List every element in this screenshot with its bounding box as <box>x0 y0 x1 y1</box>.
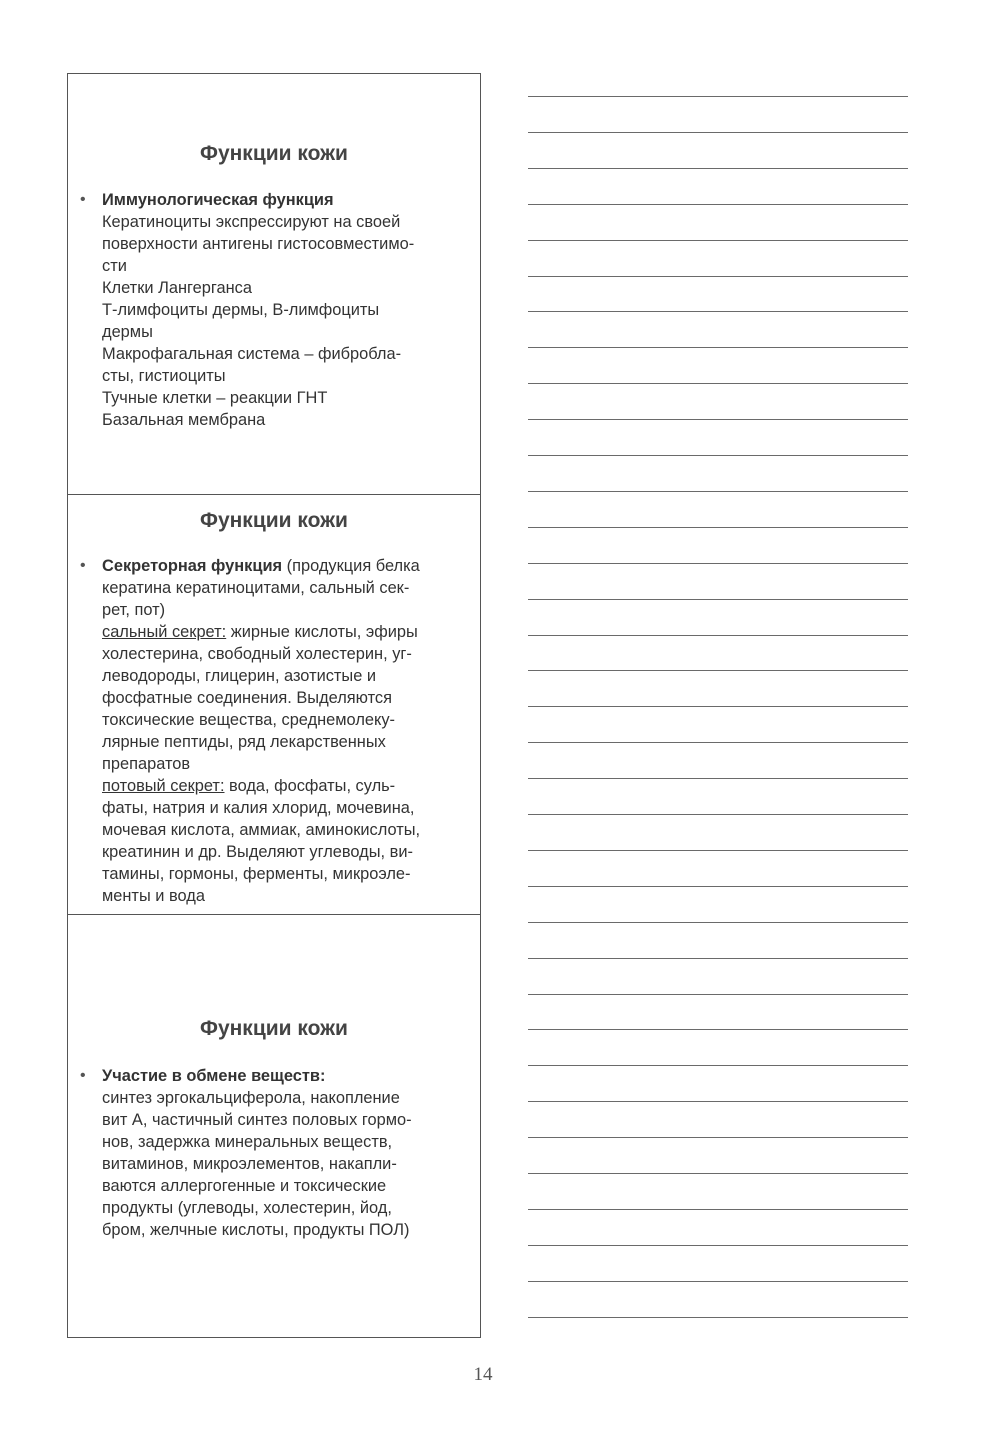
note-rule-line <box>528 1209 908 1210</box>
sweat-label: потовый секрет: <box>102 777 225 795</box>
note-rule-line <box>528 742 908 743</box>
sebum-label: сальный секрет: <box>102 623 227 641</box>
text-line: Тучные клетки – реакции ГНТ <box>102 389 328 407</box>
text-line: лярные пептиды, ряд лекарственных <box>102 733 386 751</box>
text-line: бром, желчные кислоты, продукты ПОЛ) <box>102 1221 410 1239</box>
text-line: рет, пот) <box>102 601 166 619</box>
note-rule-line <box>528 814 908 815</box>
bullet-item <box>80 555 470 907</box>
bullet-body <box>102 1065 470 1241</box>
note-rule-line <box>528 383 908 384</box>
bullet-heading: Участие в обмене веществ: <box>102 1067 326 1085</box>
text-line: токсические вещества, среднемолеку- <box>102 711 396 729</box>
slide-title: Функции кожи <box>200 1017 348 1040</box>
note-rule-line <box>528 132 908 133</box>
note-rule-line <box>528 886 908 887</box>
note-rule-line <box>528 706 908 707</box>
bullet-icon: • <box>80 1067 86 1084</box>
text-line: тамины, гормоны, ферменты, микроэле- <box>102 865 411 883</box>
text-line: Макрофагальная система – фибробла- <box>102 345 402 363</box>
slides-column <box>67 73 481 1338</box>
slide-title: Функции кожи <box>200 509 348 532</box>
text-line: сти <box>102 257 127 275</box>
note-rule-line <box>528 563 908 564</box>
note-rule-line <box>528 276 908 277</box>
text-line <box>102 775 470 797</box>
note-rule-line <box>528 1029 908 1030</box>
text-line: сты, гистиоциты <box>102 367 226 385</box>
text-line: Т-лимфоциты дермы, В-лимфоциты <box>102 301 380 319</box>
text-line: препаратов <box>102 755 191 773</box>
text-line: ваются аллергогенные и токсические <box>102 1177 387 1195</box>
text-line: менты и вода <box>102 887 205 905</box>
note-rule-line <box>528 311 908 312</box>
note-rule-line <box>528 455 908 456</box>
text-line: холестерина, свободный холестерин, уг- <box>102 645 412 663</box>
note-rule-line <box>528 599 908 600</box>
note-rule-line <box>528 347 908 348</box>
text-line: фаты, натрия и калия хлорид, мочевина, <box>102 799 415 817</box>
sweat-text: вода, фосфаты, суль- <box>224 777 396 795</box>
note-rule-line <box>528 1281 908 1282</box>
slide-immunological-function <box>68 74 480 495</box>
text-line: Кератиноциты экспрессируют на своей <box>102 213 401 231</box>
sebum-text: жирные кислоты, эфиры <box>226 623 418 641</box>
note-rule-line <box>528 850 908 851</box>
text-line: поверхности антигены гистосовместимо- <box>102 235 415 253</box>
bullet-heading: Иммунологическая функция <box>102 191 334 209</box>
text-line: леводороды, глицерин, азотистые и <box>102 667 377 685</box>
text-line: фосфатные соединения. Выделяются <box>102 689 392 707</box>
bullet-body <box>102 189 470 431</box>
slide-secretory-function <box>68 494 480 915</box>
note-rule-line <box>528 670 908 671</box>
notes-lines <box>528 96 908 1336</box>
note-rule-line <box>528 1317 908 1318</box>
bullet-heading: Секреторная функция <box>102 557 283 575</box>
text-line <box>102 555 470 577</box>
bullet-body <box>102 555 470 907</box>
note-rule-line <box>528 922 908 923</box>
note-rule-line <box>528 1137 908 1138</box>
heading-continuation: (продукция белка <box>282 557 420 575</box>
bullet-item <box>80 1065 470 1241</box>
note-rule-line <box>528 204 908 205</box>
note-rule-line <box>528 1101 908 1102</box>
slide-title: Функции кожи <box>200 142 348 165</box>
page-number: 14 <box>473 1364 493 1385</box>
text-line: продукты (углеводы, холестерин, йод, <box>102 1199 392 1217</box>
text-line: дермы <box>102 323 153 341</box>
text-line <box>102 621 470 643</box>
note-rule-line <box>528 168 908 169</box>
note-rule-line <box>528 240 908 241</box>
note-rule-line <box>528 527 908 528</box>
text-line: вит А, частичный синтез половых гормо- <box>102 1111 412 1129</box>
text-line: Клетки Лангерганса <box>102 279 252 297</box>
note-rule-line <box>528 96 908 97</box>
bullet-icon: • <box>80 191 86 208</box>
text-line: синтез эргокальциферола, накопление <box>102 1089 400 1107</box>
bullet-icon: • <box>80 557 86 574</box>
note-rule-line <box>528 635 908 636</box>
note-rule-line <box>528 419 908 420</box>
text-line: креатинин и др. Выделяют углеводы, ви- <box>102 843 413 861</box>
note-rule-line <box>528 778 908 779</box>
text-line: мочевая кислота, аммиак, аминокислоты, <box>102 821 421 839</box>
note-rule-line <box>528 958 908 959</box>
note-rule-line <box>528 1245 908 1246</box>
text-line: витаминов, микроэлементов, накапли- <box>102 1155 397 1173</box>
note-rule-line <box>528 1065 908 1066</box>
note-rule-line <box>528 994 908 995</box>
text-line: Базальная мембрана <box>102 411 266 429</box>
text-line: нов, задержка минеральных веществ, <box>102 1133 393 1151</box>
bullet-item <box>80 189 470 431</box>
note-rule-line <box>528 491 908 492</box>
slide-metabolism-function <box>68 914 480 1337</box>
text-line: кератина кератиноцитами, сальный сек- <box>102 579 410 597</box>
note-rule-line <box>528 1173 908 1174</box>
